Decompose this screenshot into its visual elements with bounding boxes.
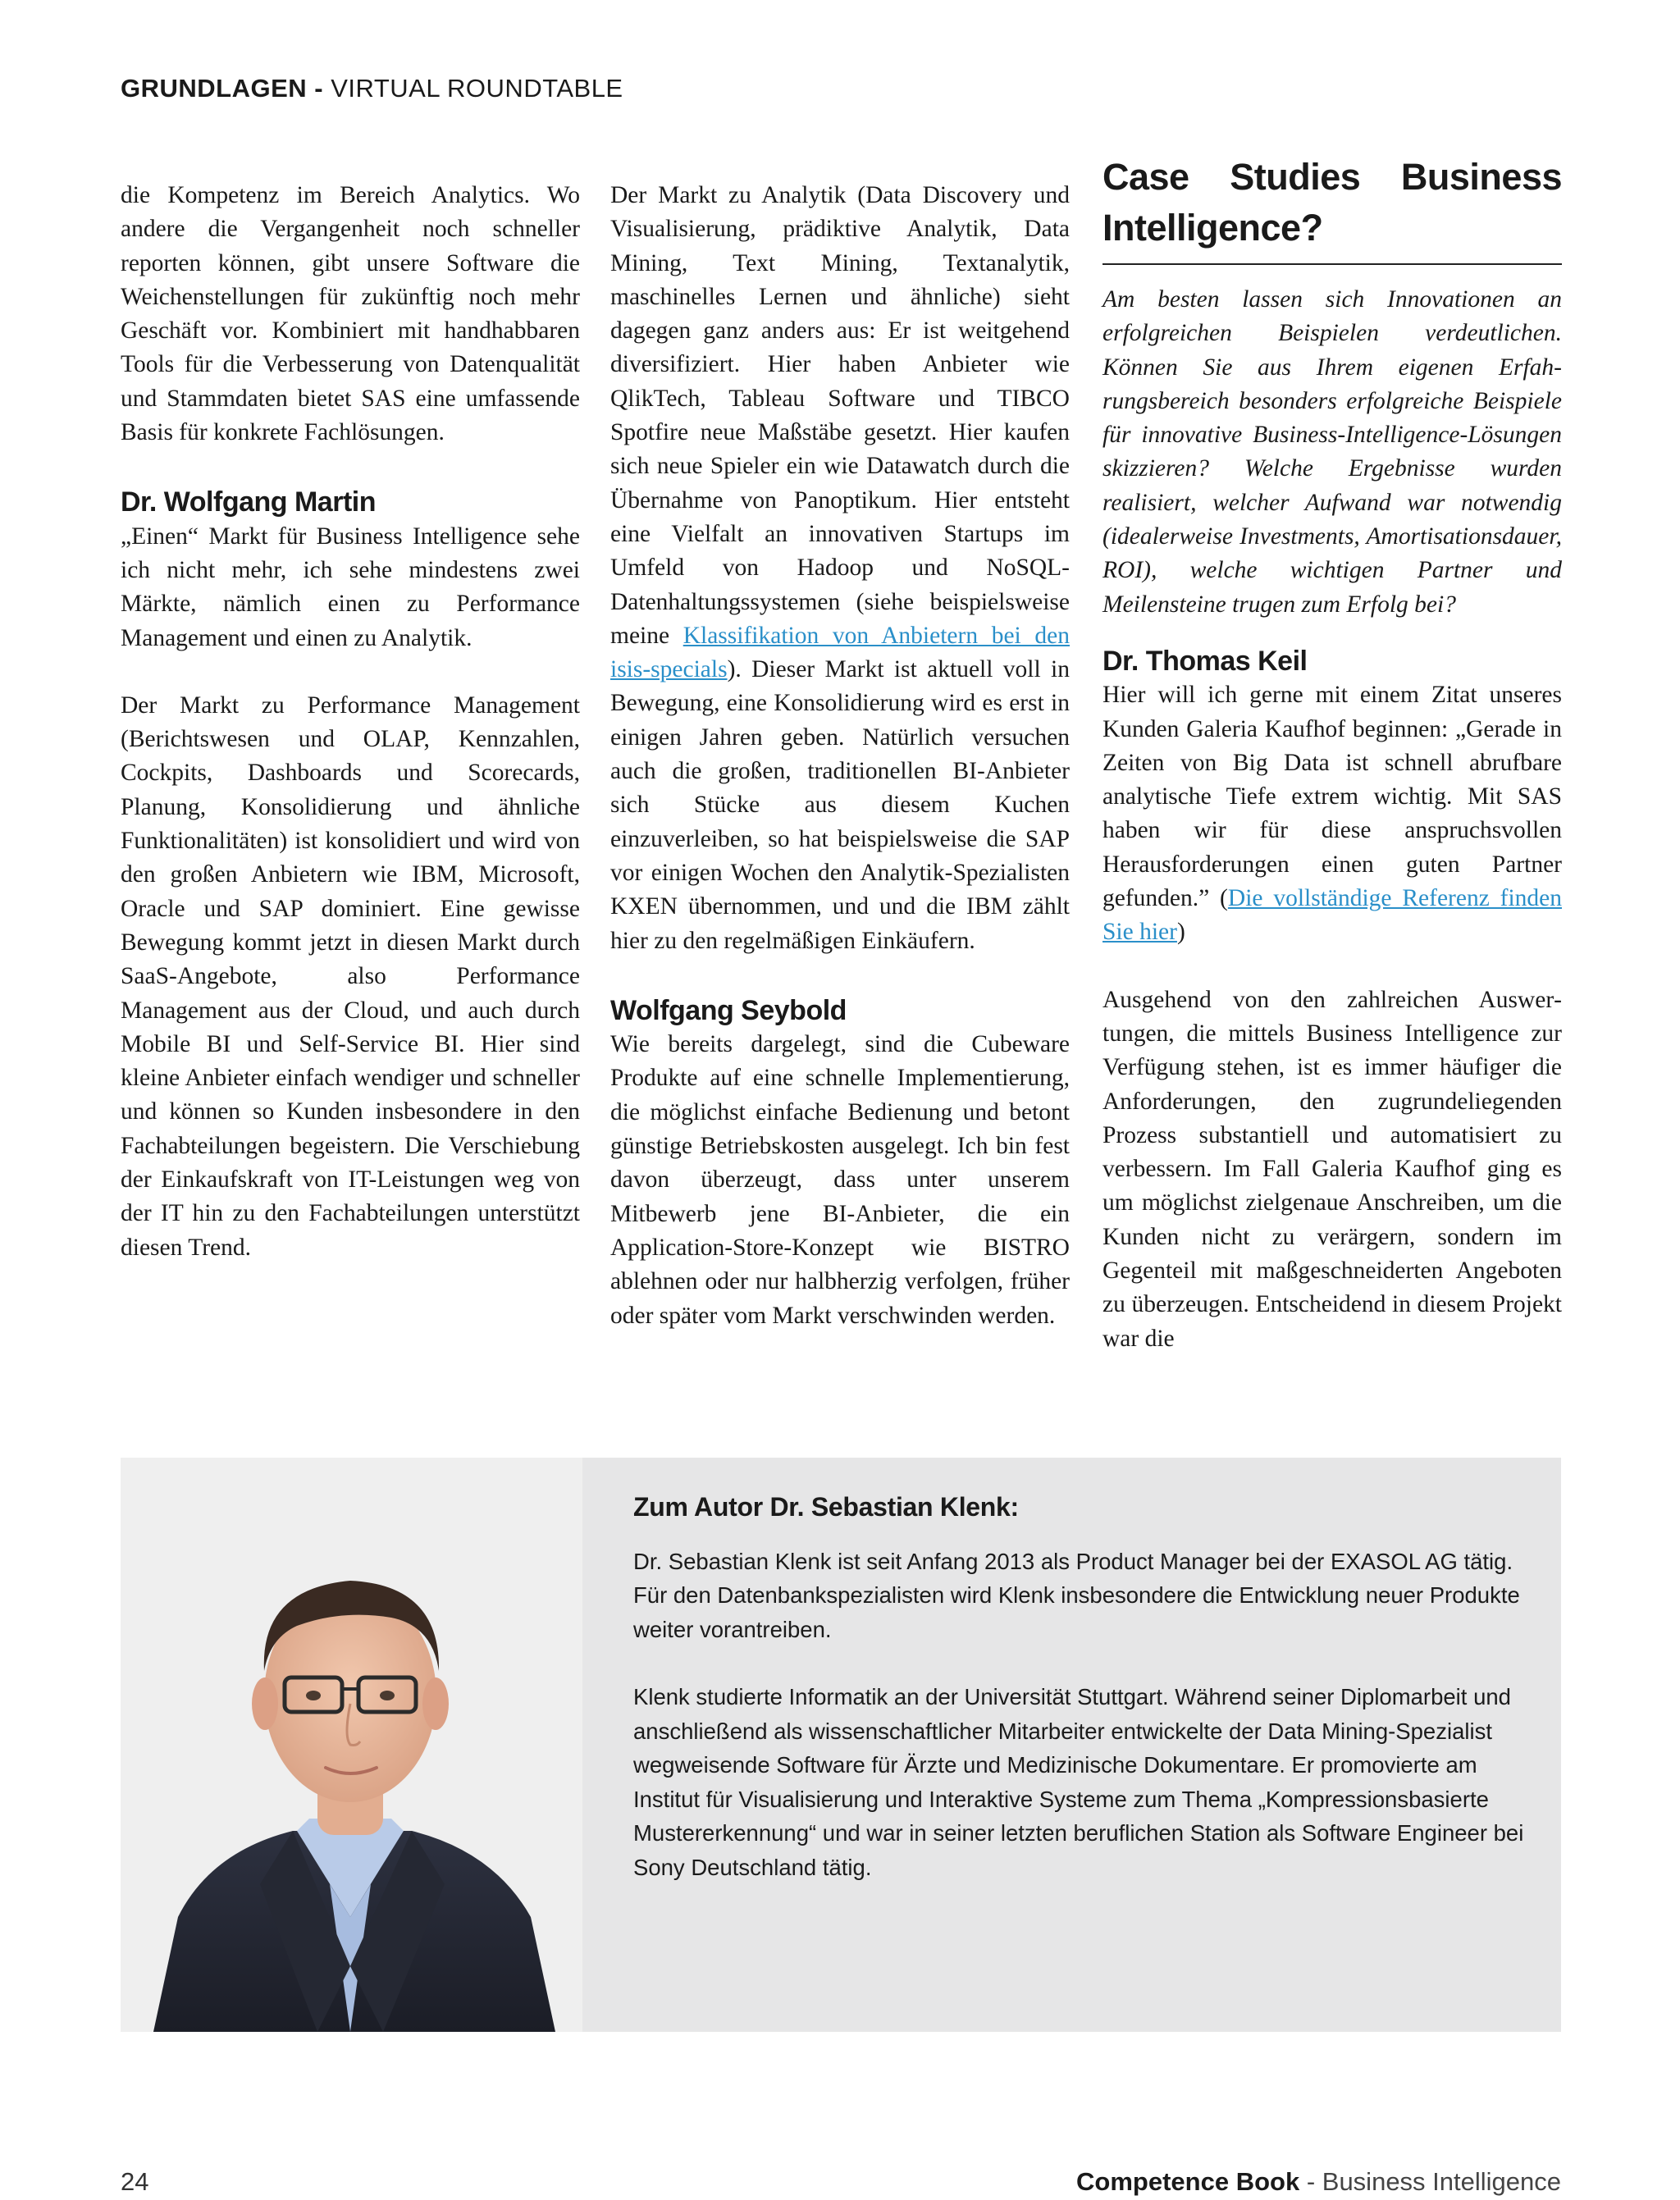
book-title: Competence Book xyxy=(1076,2167,1300,2196)
page-number: 24 xyxy=(121,2167,149,2196)
paragraph: Wie bereits dargelegt, sind die Cubeware Produkte auf eine schnelle Implementierung, die möglichst einfache Bedienung und betont günstige Betriebskosten ausgelegt. Ich bin fest davon überzeugt, dass unter unserem Mitbewerb jene BI-Anbieter, die ein Application-Store-Konzept wie BISTRO ablehnen oder nur halbherzig verfolgen, früher oder später vom Markt verschwinden werden. xyxy=(610,1031,1070,1329)
author-title: Zum Autor Dr. Sebastian Klenk: xyxy=(633,1492,1019,1522)
text-segment: ) xyxy=(1176,919,1185,946)
author-paragraph: Dr. Sebastian Klenk ist seit Anfang 2013 als Product Manager bei der EXASOL AG tätig. Für den Datenbankspezialisten wird Klenk insbesondere die Entwicklung neuer Produkte weiter vorantreiben. xyxy=(633,1548,1520,1642)
section-title: Case Studies Business Intelligence? xyxy=(1102,152,1562,265)
author-box xyxy=(121,1458,1561,2032)
paragraph xyxy=(1102,678,1562,949)
classification-link[interactable]: Klassifikation von Anbietern bei den isis-specials xyxy=(610,622,1070,683)
speaker-heading: Wolfgang Seybold xyxy=(610,994,847,1026)
reference-link[interactable]: Die vollständige Referenz finden Sie hier xyxy=(1102,885,1562,946)
portrait-illustration xyxy=(121,1458,582,2032)
section-label: GRUNDLAGEN - xyxy=(121,74,324,103)
column-3 xyxy=(1102,152,1562,1356)
text-segment: ). Dieser Markt ist aktuell voll in Bewegung, eine Konsolidierung wird es erst in einigen Jahren geben. Natürlich versuchen auch die großen, traditionellen BI-Anbieter sich Stücke aus diesem Kuchen einzuverleiben, so hat beispielsweise die SAP vor einigen Wochen den Analytik-Spezialisten KXEN übernommen, und und die IBM zählt hier zu den regelmäßigen Einkäufern. xyxy=(610,656,1070,954)
paragraph: Ausgehend von den zahlreichen Auswertungen, die mittels Business Intelligence zur Verfügung stehen, ist es immer häufiger die Anforderungen, den zugrundeliegenden Prozess substantiell und automatisiert zu verbessern. Im Fall Galeria Kaufhof ging es um möglichst zielgenaue Anschreiben, um die Kunden nicht zu verärgern, sondern im Gegenteil mit maßgeschneiderten Angeboten zu überzeugen. Entscheidend in diesem Projekt war die xyxy=(1102,986,1562,1352)
author-photo xyxy=(121,1458,582,2032)
paragraph: Der Markt zu Performance Management (Berichtswesen und OLAP, Kennzahlen, Cockpits, Dashboards und Scorecards, Planung, Konsolidierung und ähnliche Funktionalitäten) ist konsolidiert und wird von den großen Anbietern wie IBM, Microsoft, Oracle und SAP dominiert. Eine gewisse Bewegung kommt jetzt in diesen Markt durch SaaS-Angebote, also Performance Management aus der Cloud, und auch durch Mobile BI und Self-Service BI. Hier sind kleine Anbieter einfach wendiger und schneller und können so Kunden insbesondere in den Fachabteilungen begeistern. Die Verschiebung der Einkaufskraft von IT-Leistungen weg von der IT hin zu den Fachabteilungen unterstützt diesen Trend. xyxy=(121,691,580,1261)
author-bio xyxy=(633,1490,1527,1884)
paragraph xyxy=(610,179,1070,958)
page-header xyxy=(121,74,623,103)
text-segment: Der Markt zu Analytik (Data Discovery und Visualisierung, prädiktive Analytik, Data Mining, Text Mining, Textanalytik, maschinelles Lernen und ähnliche) sieht dagegen ganz anders aus: Er ist weitgehend diversifiziert. Hier haben Anbieter wie QlikTech, Tableau Software und TIBCO Spotfire neue Maßstäbe gesetzt. Hier kaufen sich neue Spieler ein wie Datawatch durch die Übernahme von Panoptikum. Hier entsteht eine Vielfalt an innovativen Startups im Umfeld von Hadoop und NoSQL-Datenhaltungssystemen (siehe beispielsweise meine xyxy=(610,182,1070,649)
column-2 xyxy=(610,179,1070,1333)
question-paragraph: Am besten lassen sich Innovationen an erfolgreichen Beispielen verdeutlichen. Können Sie aus Ihrem eigenen Erfahrungsbereich besonders erfolgreiche Beispiele für innovative Business-Intelligence-Lösungen skizzieren? Welche Ergebnisse wurden realisiert, welcher Aufwand war notwendig (idealerweise Investments, Amortisationsdauer, ROI), welche wichtigen Partner und Meilensteine trugen zum Erfolg bei? xyxy=(1102,286,1562,618)
speaker-heading: Dr. Thomas Keil xyxy=(1102,645,1308,677)
speaker-heading: Dr. Wolfgang Martin xyxy=(121,486,376,518)
author-paragraph: Klenk studierte Informatik an der Universität Stuttgart. Während seiner Diplomarbeit und anschließend als wissenschaftlicher Mitarbeiter entwickelte der Data Mining-Spezialist wegweisende Software für Ärzte und Medizinische Dokumentare. Er promovierte am Institut für Visualisierung und Interaktive Systeme zum Thema „Kompressionsbasierte Mustererkennung“ und war in seiner letzten beruflichen Station als Software Engineer bei Sony Deutschland tätig. xyxy=(633,1684,1524,1880)
paragraph: die Kompetenz im Bereich Analytics. Wo andere die Vergangenheit noch schneller reporten können, gibt unsere Software die Weichenstellungen für zukünftig noch mehr Geschäft vor. Kombiniert mit handhabbaren Tools für die Verbesserung von Datenqualität und Stammdaten bietet SAS eine umfassende Basis für konkrete Fachlösungen. xyxy=(121,182,580,446)
footer-publication xyxy=(1076,2167,1561,2197)
book-subtitle: - Business Intelligence xyxy=(1299,2167,1561,2196)
subsection-label: VIRTUAL ROUNDTABLE xyxy=(323,74,623,103)
column-1 xyxy=(121,179,580,1265)
text-segment: Hier will ich gerne mit einem Zitat unseres Kunden Galeria Kaufhof beginnen: „Gerade in Zeiten von Big Data ist schnell abrufbare analytische Tiefe extrem wichtig. Mit SAS haben wir für diese anspruchsvollen Herausforderungen einen guten Partner gefunden.” ( xyxy=(1102,682,1562,912)
paragraph: „Einen“ Markt für Business Intelligence sehe ich nicht mehr, ich sehe mindestens zwei Märkte, nämlich einen zu Performance Management und einen zu Analytik. xyxy=(121,523,580,651)
